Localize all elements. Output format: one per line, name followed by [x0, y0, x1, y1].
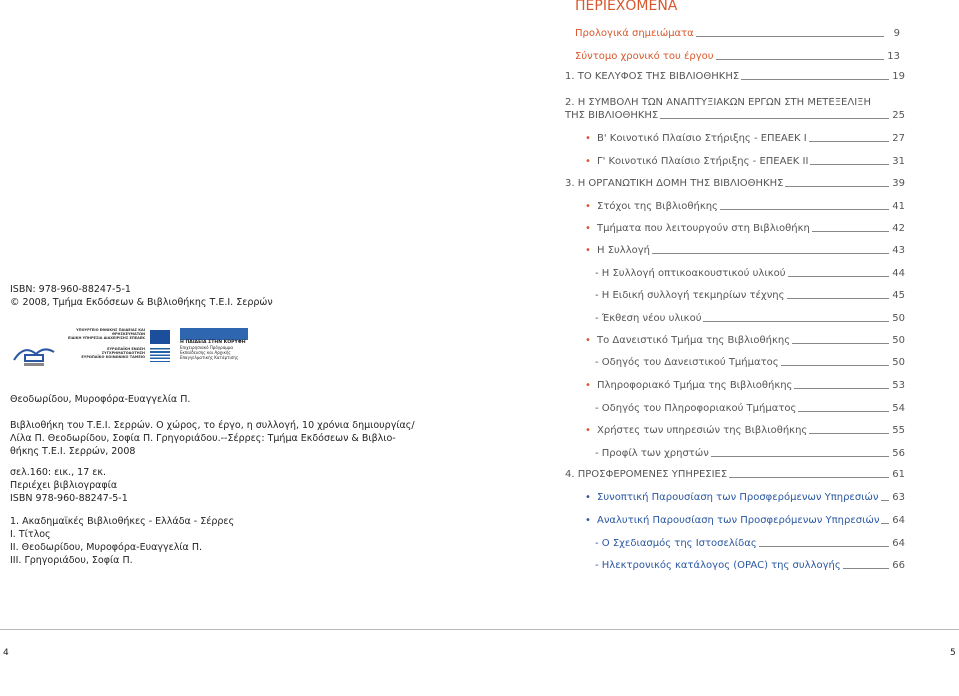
catalog-line: θήκης Τ.Ε.Ι. Σερρών, 2008 [10, 446, 136, 457]
toc-entry-first-line: 2. Η ΣΥΜΒΟΛΗ ΤΩΝ ΑΝΑΠΤΥΞΙΑΚΩΝ ΕΡΓΩΝ ΣΤΗ ΜΕΤΕΞΕΛΙΞΗ [565, 97, 872, 108]
epeaek-logo-line: Εκπαίδευσης και Αρχικής [180, 350, 231, 355]
toc-entry-text: - Η Ειδική συλλογή τεκμηρίων τέχνης [595, 290, 785, 301]
toc-entry-page: 50 [892, 313, 905, 324]
greek-flag-icon [150, 348, 170, 362]
toc-entry-text: • Πληροφοριακό Τμήμα της Βιβλιοθήκης [597, 380, 793, 391]
toc-entry-text: - Οδηγός του Δανειστικού Τμήματος [595, 357, 779, 368]
toc-entry-page: 39 [892, 178, 905, 189]
toc-entry[interactable] [595, 267, 905, 280]
toc-entry[interactable] [575, 27, 900, 40]
toc-title: ΠΕΡΙΕΧΟΜΕΝΑ [575, 0, 678, 14]
toc-entry[interactable] [585, 424, 905, 437]
ministry-logo-line: ΣΥΓΧΡΗΜΑΤΟΔΟΤΗΣΗ [101, 350, 145, 355]
epeaek-logo [180, 328, 248, 368]
toc-entry-text: 4. ΠΡΟΣΦΕΡΟΜΕΝΕΣ ΥΠΗΡΕΣΙΕΣ [565, 469, 728, 480]
toc-entry-text: • Γ' Κοινοτικό Πλαίσιο Στήριξης - ΕΠΕΑΕΚ ΙΙ [597, 156, 809, 167]
toc-entry-page: 66 [892, 560, 905, 571]
toc-entry-page: 56 [892, 448, 905, 459]
toc-entry[interactable] [595, 559, 905, 572]
epeaek-logo-line: Επιχειρησιακό Πρόγραμμα [180, 345, 234, 350]
toc-entry[interactable] [585, 244, 905, 257]
copyright-line: © 2008, Τμήμα Εκδόσεων & Βιβλιοθήκης Τ.Ε.Ι. Σερρών [10, 297, 273, 308]
ministry-logo-line: ΕΙΔΙΚΗ ΥΠΗΡΕΣΙΑ ΔΙΑΧΕΙΡΙΣΗΣ ΕΠΕΑΕΚ [68, 336, 145, 341]
toc-entry[interactable] [595, 289, 905, 302]
toc-entry-text: • Η Συλλογή [597, 245, 651, 256]
toc-entry-text: • Το Δανειστικό Τμήμα της Βιβλιοθήκης [597, 335, 791, 346]
toc-entry-text: - Προφίλ των χρηστών [595, 448, 709, 459]
details-line: ISBN 978-960-88247-5-1 [10, 493, 128, 504]
toc-entry[interactable] [575, 50, 900, 63]
ministry-logo-line: ΕΥΡΩΠΑΪΚΟ ΚΟΙΝΩΝΙΚΟ ΤΑΜΕΙΟ [81, 355, 145, 360]
toc-entry-page: 41 [892, 201, 905, 212]
toc-entry-text: Προλογικά σημειώματα [575, 28, 694, 39]
toc-entry[interactable] [595, 312, 905, 325]
left-page-number: 4 [3, 648, 9, 658]
ministry-logo-line: ΕΥΡΩΠΑΪΚΗ ΕΝΩΣΗ [107, 346, 145, 351]
sponsor-logos [10, 328, 270, 370]
details-line: σελ.160: εικ., 17 εκ. [10, 467, 107, 478]
eu-flag-icon [150, 330, 170, 344]
toc-entry-page: 50 [892, 335, 905, 346]
right-page-number: 5 [950, 648, 956, 658]
toc-entry-text: Σύντομο χρονικό του έργου [575, 51, 714, 62]
isbn-line: ISBN: 978-960-88247-5-1 [10, 284, 131, 295]
details-line: Περιέχει βιβλιογραφία [10, 480, 118, 491]
epeaek-logo-banner-icon [180, 328, 248, 340]
footer-divider [0, 629, 959, 630]
toc-entry[interactable] [585, 334, 905, 347]
catalog-line: Βιβλιοθήκη του Τ.Ε.Ι. Σερρών. Ο χώρος, το έργο, η συλλογή, 10 χρόνια δημιουργίας/ [10, 420, 415, 431]
toc-entry-page: 27 [892, 133, 905, 144]
toc-entry-page: 44 [892, 268, 905, 279]
subject-line: 1. Ακαδημαϊκές Βιβλιοθήκες - Ελλάδα - Σέρρες [10, 516, 235, 527]
subject-line: ΙΙ. Θεοδωρίδου, Μυροφόρα-Ευαγγελία Π. [10, 542, 202, 553]
toc-entry-text: • Συνοπτική Παρουσίαση των Προσφερόμενων Υπηρεσιών [597, 492, 879, 503]
toc-entry[interactable] [565, 177, 905, 190]
library-logo-icon [10, 340, 60, 368]
toc-entry-page: 64 [892, 515, 905, 526]
toc-entry-page: 9 [893, 28, 900, 39]
toc-entry[interactable] [585, 155, 905, 168]
toc-entry[interactable] [585, 514, 905, 527]
toc-entry[interactable] [595, 447, 905, 460]
toc-entry-text: - Ηλεκτρονικός κατάλογος (OPAC) της συλλογής [595, 560, 841, 571]
toc-entry-page: 13 [887, 51, 900, 62]
toc-entry-text: • Χρήστες των υπηρεσιών της Βιβλιοθήκης [597, 425, 808, 436]
subject-line: ΙΙΙ. Γρηγοριάδου, Σοφία Π. [10, 555, 133, 566]
catalog-line: Λίλα Π. Θεοδωρίδου, Σοφία Π. Γρηγοριάδου.--Σέρρες: Τμήμα Εκδόσεων & Βιβλιο- [10, 433, 396, 444]
toc-entry[interactable] [585, 222, 905, 235]
toc-entry[interactable] [595, 356, 905, 369]
toc-entry-page: 42 [892, 223, 905, 234]
epeaek-logo-title: Η ΠΑΙΔΕΙΑ ΣΤΗΝ ΚΟΡΥΦΗ [180, 340, 246, 345]
toc-entry-page: 50 [892, 357, 905, 368]
toc-entry-text: 3. Η ΟΡΓΑΝΩΤΙΚΗ ΔΟΜΗ ΤΗΣ ΒΙΒΛΙΟΘΗΚΗΣ [565, 178, 784, 189]
toc-entry-page: 54 [892, 403, 905, 414]
toc-entry-text: • Β' Κοινοτικό Πλαίσιο Στήριξης - ΕΠΕΑΕΚ Ι [597, 133, 807, 144]
toc-entry-text: • Στόχοι της Βιβλιοθήκης [597, 201, 718, 212]
ministry-logo [65, 328, 145, 368]
toc-entry-text: - Ο Σχεδιασμός της Ιστοσελίδας [595, 538, 757, 549]
toc-entry-text: - Έκθεση νέου υλικού [595, 313, 702, 324]
toc-entry[interactable] [595, 402, 905, 415]
toc-entry-page: 53 [892, 380, 905, 391]
toc-entry[interactable] [565, 109, 905, 122]
epeaek-logo-line: Επαγγελματικής Κατάρτισης [180, 355, 239, 360]
toc-entry-page: 61 [892, 469, 905, 480]
toc-entry[interactable] [585, 491, 905, 504]
toc-entry[interactable] [585, 379, 905, 392]
toc-entry-page: 25 [892, 110, 905, 121]
authors-line: Θεοδωρίδου, Μυροφόρα-Ευαγγελία Π. [10, 394, 191, 405]
toc-entry-page: 45 [892, 290, 905, 301]
toc-entry-text: • Αναλυτική Παρουσίαση των Προσφερόμενων Υπηρεσιών [597, 515, 880, 526]
toc-entry-text: - Η Συλλογή οπτικοακουστικού υλικού [595, 268, 786, 279]
ministry-logo-line: ΥΠΟΥΡΓΕΙΟ ΕΘΝΙΚΗΣ ΠΑΙΔΕΙΑΣ ΚΑΙ ΘΡΗΣΚΕΥΜΑΤΩΝ [76, 328, 145, 337]
toc-entry-text: • Τμήματα που λειτουργούν στη Βιβλιοθήκη [597, 223, 810, 234]
toc-entry-page: 63 [892, 492, 905, 503]
toc-entry[interactable] [565, 70, 905, 83]
toc-entry[interactable] [585, 200, 905, 213]
toc-entry-page: 64 [892, 538, 905, 549]
toc-entry[interactable] [565, 468, 905, 481]
toc-entry-page: 31 [892, 156, 905, 167]
toc-entry[interactable] [595, 537, 905, 550]
toc-entry-text: 1. ΤΟ ΚΕΛΥΦΟΣ ΤΗΣ ΒΙΒΛΙΟΘΗΚΗΣ [565, 71, 740, 82]
toc-entry-page: 43 [892, 245, 905, 256]
toc-entry[interactable] [585, 132, 905, 145]
toc-entry-page: 55 [892, 425, 905, 436]
toc-entry-text: - Οδηγός του Πληροφοριακού Τμήματος [595, 403, 797, 414]
toc-entry-text: ΤΗΣ ΒΙΒΛΙΟΘΗΚΗΣ [565, 110, 659, 121]
toc-entry-page: 19 [892, 71, 905, 82]
subject-line: Ι. Τίτλος [10, 529, 51, 540]
